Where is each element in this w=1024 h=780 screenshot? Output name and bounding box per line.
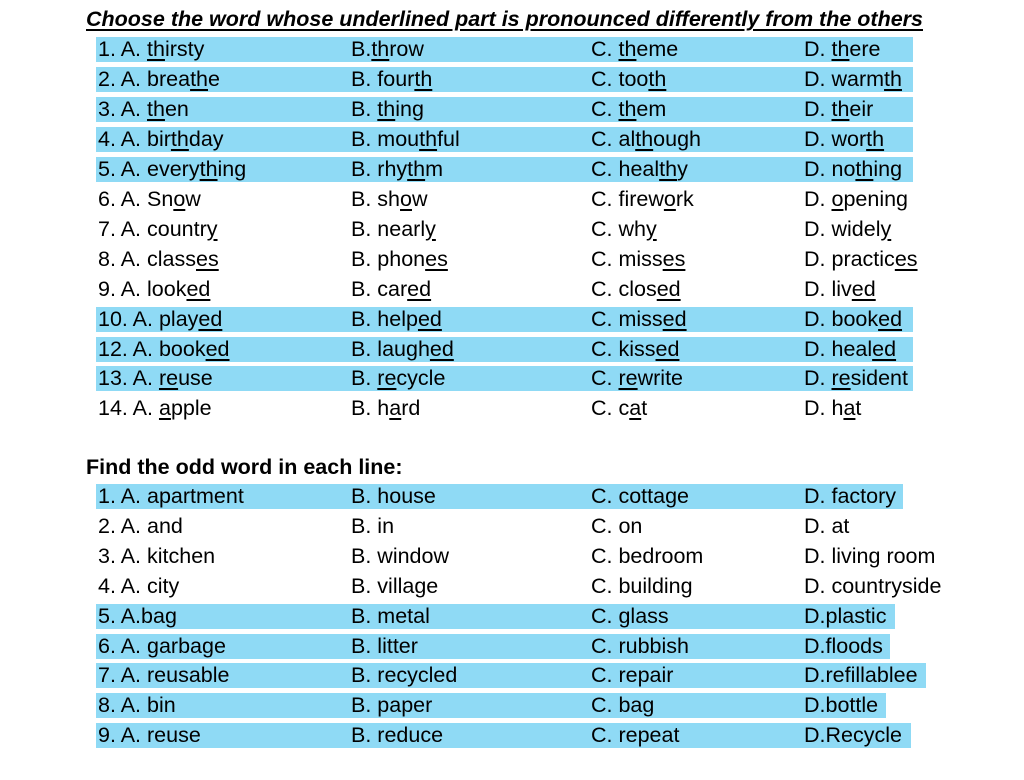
word-part: w	[411, 186, 428, 211]
option-c: C. cottage	[591, 484, 689, 508]
underlined-part: ed	[186, 276, 211, 301]
section-title-pronunciation: Choose the word whose underlined part is pronounced differently from the others	[86, 7, 923, 31]
question-row	[0, 184, 1024, 214]
option-b	[351, 304, 442, 334]
word-part: book	[831, 306, 879, 331]
row-highlight	[96, 366, 913, 391]
word-part: 3. A.	[98, 96, 148, 121]
question-row	[0, 64, 1024, 94]
question-row	[0, 720, 1024, 750]
option-b: B. in	[351, 513, 395, 538]
option-c	[591, 124, 701, 154]
option-b	[351, 94, 424, 124]
option-d: D.refillablee	[804, 663, 918, 688]
option-c: C. on	[591, 513, 643, 538]
row-highlight	[96, 37, 913, 62]
word-part: D.	[804, 246, 832, 271]
question-row	[0, 334, 1024, 364]
word-part: use	[178, 366, 213, 391]
option-c	[591, 244, 685, 274]
word-part: C.	[591, 96, 619, 121]
underlined-part: th	[199, 156, 218, 181]
option-c	[591, 334, 679, 364]
option-d	[804, 334, 896, 364]
underlined-part: re	[377, 366, 397, 391]
word-part: C.	[591, 126, 619, 151]
word-part: sh	[377, 186, 401, 211]
option-b: B. metal	[351, 603, 430, 628]
underlined-part: th	[866, 126, 885, 151]
word-part: y	[677, 156, 688, 181]
word-part: D.	[804, 156, 832, 181]
option-b: B. house	[351, 484, 436, 508]
word-part: eir	[849, 96, 874, 121]
question-row	[0, 571, 1024, 601]
underlined-part: o	[173, 186, 186, 211]
word-part: mou	[377, 126, 420, 151]
underlined-part: ed	[429, 336, 454, 361]
option-d	[804, 363, 908, 393]
option-a	[98, 393, 212, 423]
word-part: every	[147, 156, 200, 181]
word-part: B.	[351, 366, 378, 391]
option-c	[591, 154, 688, 184]
underlined-part: th	[190, 66, 208, 91]
word-part: en	[164, 96, 189, 121]
word-part: B.	[351, 336, 378, 361]
underlined-part: th	[371, 37, 390, 61]
option-d	[804, 244, 918, 274]
option-b: B. village	[351, 573, 439, 598]
word-part: C.	[591, 216, 619, 241]
underlined-part: th	[831, 37, 850, 61]
word-part: C.	[591, 276, 619, 301]
word-part: C.	[591, 396, 619, 421]
option-a: 8. A. bin	[98, 693, 176, 718]
option-d: D.floods	[804, 633, 883, 658]
word-part: h	[377, 396, 390, 421]
question-row	[0, 124, 1024, 154]
option-d: D. factory	[804, 484, 896, 508]
underlined-part: es	[662, 246, 686, 271]
word-part: B.	[351, 396, 378, 421]
underlined-part: th	[659, 156, 678, 181]
word-part: B.	[351, 306, 378, 331]
question-row	[0, 690, 1024, 720]
option-a	[98, 363, 213, 393]
option-c	[591, 184, 694, 214]
word-part: cycle	[396, 366, 446, 391]
word-part: D.	[804, 396, 832, 421]
option-a: 6. A. garbage	[98, 633, 226, 658]
question-row	[0, 631, 1024, 661]
word-part: ing	[873, 156, 903, 181]
word-part: D.	[804, 66, 832, 91]
option-c: C. glass	[591, 603, 669, 628]
underlined-part: th	[147, 37, 165, 61]
word-part: C.	[591, 336, 619, 361]
underlined-part: th	[377, 96, 396, 121]
underlined-part: ed	[417, 306, 442, 331]
option-d: D.Recycle	[804, 723, 902, 748]
word-part: 10. A.	[98, 306, 159, 331]
section-title-odd-word: Find the odd word in each line:	[86, 455, 403, 479]
word-part: bir	[147, 126, 171, 151]
option-a: 9. A. reuse	[98, 723, 201, 748]
word-part: irsty	[164, 37, 205, 61]
word-part: w	[185, 186, 201, 211]
word-part: B.	[351, 156, 378, 181]
option-c	[591, 94, 666, 124]
option-b	[351, 34, 424, 64]
word-part: em	[636, 96, 667, 121]
underlined-part: re	[831, 366, 851, 391]
underlined-part: a	[629, 396, 642, 421]
word-part: D.	[804, 306, 832, 331]
option-c: C. bag	[591, 693, 655, 718]
word-part: ing	[395, 96, 424, 121]
option-a: 7. A. reusable	[98, 663, 230, 688]
word-part: B.	[351, 246, 378, 271]
option-d: D. living room	[804, 543, 936, 568]
word-part: 9. A.	[98, 276, 148, 301]
underlined-part: o	[400, 186, 412, 211]
word-part: firew	[618, 186, 664, 211]
option-b	[351, 363, 445, 393]
option-d	[804, 304, 902, 334]
underlined-part: re	[158, 366, 179, 391]
word-part: rk	[675, 186, 694, 211]
row-highlight	[96, 693, 886, 718]
question-row	[0, 363, 1024, 393]
word-part: B.	[351, 186, 378, 211]
underlined-part: a	[843, 396, 856, 421]
row-highlight	[96, 604, 895, 629]
word-part: e	[208, 66, 220, 91]
option-a	[98, 184, 201, 214]
option-b: B. paper	[351, 693, 433, 718]
word-part: countr	[147, 216, 207, 241]
word-part: m	[425, 156, 444, 181]
option-d	[804, 184, 908, 214]
option-a	[98, 334, 230, 364]
word-part: C.	[591, 306, 619, 331]
underlined-part: es	[894, 246, 918, 271]
word-part: 7. A.	[98, 216, 148, 241]
underlined-part: ed	[407, 276, 432, 301]
word-part: warm	[831, 66, 885, 91]
word-part: pple	[170, 396, 212, 421]
option-b: B. recycled	[351, 663, 458, 688]
question-row	[0, 511, 1024, 541]
option-d	[804, 274, 876, 304]
word-part: liv	[831, 276, 852, 301]
option-a	[98, 154, 246, 184]
word-part: miss	[618, 246, 663, 271]
underlined-part: y	[425, 216, 436, 241]
word-part: D.	[804, 276, 832, 301]
word-part: D.	[804, 366, 832, 391]
word-part: rd	[401, 396, 421, 421]
underlined-part: o	[663, 186, 676, 211]
word-part: sident	[850, 366, 908, 391]
option-b	[351, 274, 431, 304]
word-part: ful	[437, 126, 460, 151]
word-part: heal	[618, 156, 660, 181]
word-part: four	[377, 66, 415, 91]
underlined-part: o	[831, 186, 844, 211]
word-part: B.	[351, 66, 378, 91]
word-part: C.	[591, 246, 619, 271]
option-a: 5. A.bag	[98, 603, 177, 628]
underlined-part: th	[147, 96, 165, 121]
word-part: D.	[804, 96, 832, 121]
word-part: 4. A.	[98, 126, 148, 151]
word-part: 1. A.	[98, 37, 148, 61]
option-c	[591, 304, 687, 334]
option-b: B. window	[351, 543, 449, 568]
word-part: 2. A.	[98, 66, 148, 91]
option-a: 1. A. apartment	[98, 484, 244, 508]
underlined-part: th	[884, 66, 902, 91]
word-part: 5. A.	[98, 156, 148, 181]
option-b	[351, 393, 420, 423]
option-a	[98, 214, 218, 244]
question-row	[0, 244, 1024, 274]
underlined-part: ed	[198, 306, 223, 331]
word-part: write	[637, 366, 684, 391]
underlined-part: y	[880, 216, 892, 241]
word-part: no	[831, 156, 856, 181]
word-part: too	[618, 66, 649, 91]
word-part: play	[158, 306, 199, 331]
underlined-part: ed	[655, 336, 680, 361]
question-row	[0, 214, 1024, 244]
option-d	[804, 393, 861, 423]
underlined-part: a	[158, 396, 171, 421]
word-part: C.	[591, 37, 619, 61]
underlined-part: ed	[205, 336, 230, 361]
option-a	[98, 244, 219, 274]
underlined-part: th	[855, 156, 874, 181]
word-part: rhy	[377, 156, 408, 181]
option-d	[804, 34, 881, 64]
word-part: 12. A.	[98, 336, 159, 361]
word-part: wor	[831, 126, 867, 151]
question-row	[0, 541, 1024, 571]
underlined-part: re	[618, 366, 638, 391]
question-row	[0, 154, 1024, 184]
option-b	[351, 334, 454, 364]
word-part: h	[831, 396, 844, 421]
word-part: D.	[804, 37, 832, 61]
option-c: C. repeat	[591, 723, 680, 748]
underlined-part: th	[831, 96, 850, 121]
word-part: widel	[831, 216, 881, 241]
option-b	[351, 244, 448, 274]
word-part: t	[855, 396, 862, 421]
option-b	[351, 64, 432, 94]
word-part: eme	[636, 37, 679, 61]
option-b: B. reduce	[351, 723, 444, 748]
word-part: 13. A.	[98, 366, 159, 391]
word-part: C.	[591, 66, 619, 91]
word-part: Sn	[147, 186, 174, 211]
option-a	[98, 304, 222, 334]
underlined-part: th	[618, 37, 637, 61]
option-b	[351, 154, 443, 184]
underlined-part: y	[645, 216, 657, 241]
word-part: laugh	[377, 336, 430, 361]
option-d	[804, 214, 891, 244]
word-part: clos	[618, 276, 657, 301]
word-part: t	[641, 396, 648, 421]
word-part: D.	[804, 336, 832, 361]
underlined-part: th	[648, 66, 667, 91]
underlined-part: th	[170, 126, 189, 151]
question-row	[0, 274, 1024, 304]
word-part: help	[377, 306, 418, 331]
option-d	[804, 94, 873, 124]
underlined-part: ed	[878, 306, 903, 331]
option-c	[591, 64, 666, 94]
option-c: C. building	[591, 573, 693, 598]
word-part: D.	[804, 126, 832, 151]
underlined-part: ed	[662, 306, 687, 331]
option-a	[98, 34, 204, 64]
word-part: D.	[804, 186, 832, 211]
question-row	[0, 601, 1024, 631]
underlined-part: th	[635, 126, 654, 151]
row-highlight	[96, 723, 911, 748]
option-b	[351, 184, 428, 214]
word-part: 6. A.	[98, 186, 148, 211]
word-part: practic	[831, 246, 895, 271]
underlined-part: ed	[656, 276, 681, 301]
underlined-part: ed	[851, 276, 876, 301]
word-part: ough	[653, 126, 701, 151]
option-b	[351, 214, 436, 244]
underlined-part: th	[618, 96, 637, 121]
underlined-part: th	[407, 156, 426, 181]
question-row	[0, 34, 1024, 64]
option-b: B. litter	[351, 633, 418, 658]
underlined-part: a	[389, 396, 402, 421]
word-part: car	[377, 276, 408, 301]
word-part: C.	[591, 366, 619, 391]
word-part: B.	[351, 276, 378, 301]
question-row	[0, 660, 1024, 690]
option-d	[804, 64, 902, 94]
option-a: 3. A. kitchen	[98, 543, 216, 568]
option-c	[591, 34, 678, 64]
word-part: row	[389, 37, 424, 61]
option-c: C. repair	[591, 663, 674, 688]
option-d	[804, 154, 902, 184]
option-c: C. bedroom	[591, 543, 704, 568]
option-c	[591, 214, 657, 244]
option-c: C. rubbish	[591, 633, 689, 658]
word-part: ing	[217, 156, 247, 181]
option-c	[591, 274, 681, 304]
word-part: heal	[831, 336, 873, 361]
word-part: D.	[804, 216, 832, 241]
word-part: ere	[849, 37, 881, 61]
question-row	[0, 94, 1024, 124]
option-c	[591, 363, 683, 393]
option-d: D.bottle	[804, 693, 879, 718]
option-a	[98, 94, 189, 124]
underlined-part: es	[425, 246, 448, 271]
underlined-part: y	[206, 216, 218, 241]
question-row	[0, 393, 1024, 423]
option-b	[351, 124, 460, 154]
underlined-part: th	[414, 66, 433, 91]
option-a	[98, 274, 210, 304]
option-d: D. at	[804, 513, 850, 538]
word-part: brea	[147, 66, 191, 91]
option-a	[98, 124, 224, 154]
word-part: book	[158, 336, 206, 361]
word-part: 14. A.	[98, 396, 159, 421]
word-part: C.	[591, 186, 619, 211]
underlined-part: th	[419, 126, 438, 151]
word-part: B.	[351, 216, 378, 241]
word-part: wh	[618, 216, 646, 241]
option-c	[591, 393, 647, 423]
underlined-part: es	[196, 246, 219, 271]
word-part: nearl	[377, 216, 426, 241]
word-part: pening	[843, 186, 909, 211]
word-part: c	[618, 396, 630, 421]
word-part: B.	[351, 37, 372, 61]
option-d: D. countryside	[804, 573, 942, 598]
word-part: day	[188, 126, 224, 151]
word-part: phon	[377, 246, 426, 271]
underlined-part: ed	[872, 336, 897, 361]
word-part: kiss	[618, 336, 656, 361]
word-part: C.	[591, 156, 619, 181]
option-a	[98, 64, 220, 94]
word-part: al	[618, 126, 636, 151]
word-part: 8. A.	[98, 246, 148, 271]
question-row	[0, 481, 1024, 511]
row-highlight	[96, 97, 913, 122]
word-part: miss	[618, 306, 663, 331]
word-part: B.	[351, 96, 378, 121]
option-d: D.plastic	[804, 603, 887, 628]
question-row	[0, 304, 1024, 334]
option-a: 2. A. and	[98, 513, 183, 538]
option-d	[804, 124, 884, 154]
word-part: B.	[351, 126, 378, 151]
word-part: class	[147, 246, 196, 271]
word-part: look	[147, 276, 187, 301]
option-a: 4. A. city	[98, 573, 180, 598]
